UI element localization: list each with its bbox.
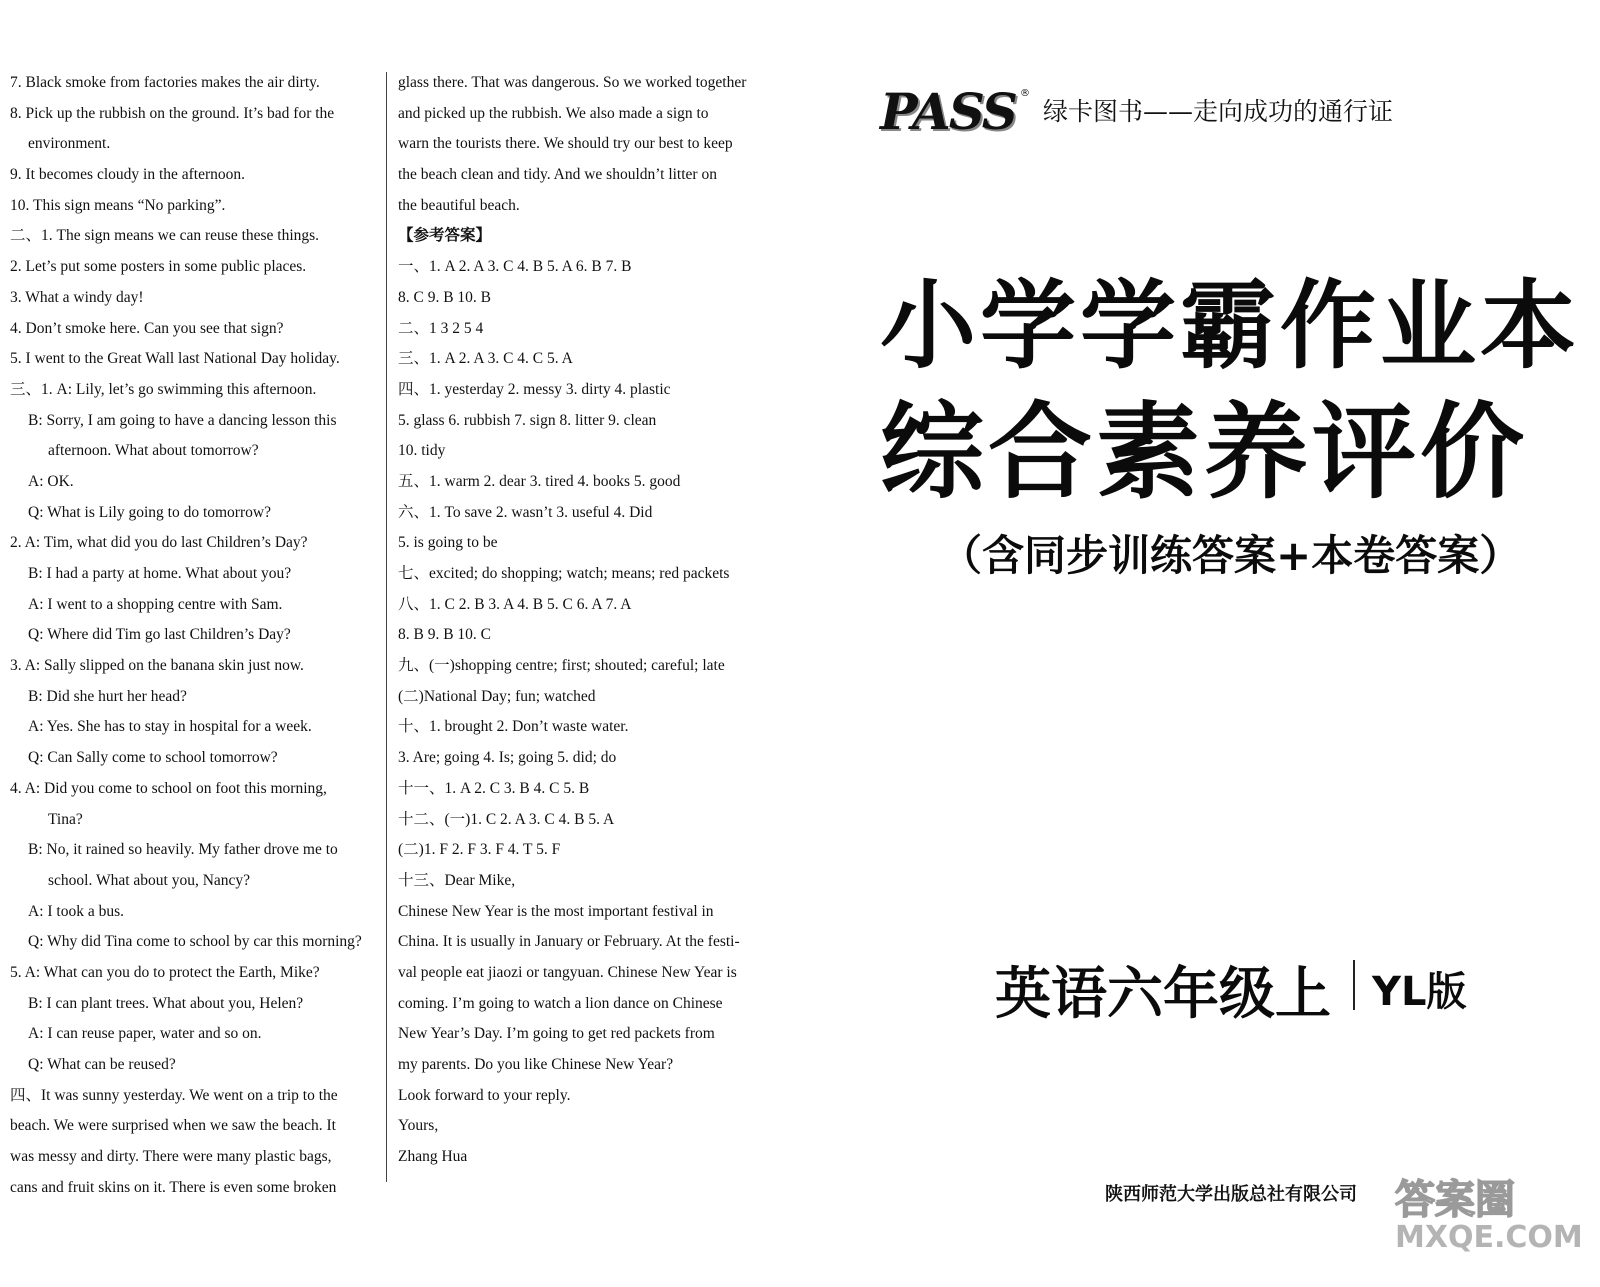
text-line: warn the tourists there. We should try our best to keep [398,135,733,153]
text-line: 3. A: Sally slipped on the banana skin just now. [10,657,304,675]
text-line: 二、1 3 2 5 4 [398,319,484,337]
cover-title-line-2: 综合素养评价 [880,391,1529,513]
text-line: 八、1. C 2. B 3. A 4. B 5. C 6. A 7. A [398,595,632,613]
text-line: B: No, it rained so heavily. My father drove me to [28,841,338,859]
text-line: 四、It was sunny yesterday. We went on a trip to the [10,1086,338,1104]
text-line: beach. We were surprised when we saw the beach. It [10,1117,336,1135]
text-line: B: Did she hurt her head? [28,687,187,705]
reference-answers-heading: 【参考答案】 [398,227,492,245]
text-line: cans and fruit skins on it. There is even some broken [10,1178,337,1196]
grade-label: 英语六年级上 [995,962,1331,1027]
text-line: 7. Black smoke from factories makes the air dirty. [10,74,320,91]
text-line: 8. B 9. B 10. C [398,626,492,644]
grade-divider [1353,960,1355,1010]
text-line: 九、(一)shopping centre; first; shouted; careful; late [398,657,725,675]
text-line: 十二、(一)1. C 2. A 3. C 4. B 5. A [398,810,615,828]
text-line: 五、1. warm 2. dear 3. tired 4. books 5. good [398,472,681,490]
text-line: Zhang Hua [398,1148,468,1166]
text-line: 二、1. The sign means we can reuse these things. [10,227,320,245]
text-line: Chinese New Year is the most important festival in [398,902,714,920]
text-line: 十三、Dear Mike, [398,871,516,889]
text-line: and picked up the rubbish. We also made a sign to [398,104,709,122]
text-line: New Year’s Day. I’m going to get red packets from [398,1025,715,1043]
text-line: 8. Pick up the rubbish on the ground. It’s bad for the [10,104,335,122]
column-divider [386,72,387,1182]
text-line: (二)National Day; fun; watched [398,687,596,705]
text-line: (二)1. F 2. F 3. F 4. T 5. F [398,841,561,859]
text-line: 8. C 9. B 10. B [398,288,492,306]
text-line: 4. A: Did you come to school on foot this morning, [10,779,327,797]
cover-subtitle: （含同步训练答案+本卷答案） [940,531,1522,580]
publisher: 陕西师范大学出版总社有限公司 [1105,1184,1357,1205]
text-line: Tina? [48,810,83,828]
text-line: 六、1. To save 2. wasn’t 3. useful 4. Did [398,503,653,521]
text-line: the beautiful beach. [398,196,520,214]
text-line: A: I went to a shopping centre with Sam. [28,595,283,613]
text-line: Q: Why did Tina come to school by car this morning? [28,933,362,951]
text-line: val people eat jiaozi or tangyuan. Chinese New Year is [398,963,737,981]
text-line: 四、1. yesterday 2. messy 3. dirty 4. plastic [398,380,671,398]
text-line: 9. It becomes cloudy in the afternoon. [10,166,246,184]
text-line: 10. This sign means “No parking”. [10,196,226,214]
registered-mark: ® [1020,88,1030,99]
text-line: B: I can plant trees. What about you, Helen? [28,994,304,1012]
text-line: 2. Let’s put some posters in some public places. [10,258,307,276]
text-line: 一、1. A 2. A 3. C 4. B 5. A 6. B 7. B [398,258,632,276]
text-line: my parents. Do you like Chinese New Year? [398,1056,674,1073]
pass-logo: PASS [880,82,1016,141]
watermark [1395,1168,1583,1260]
watermark-url: MXQE.COM [1395,1220,1583,1255]
answer-column-middle [398,68,766,1173]
text-line: 10. tidy [398,442,446,460]
text-line: 3. What a windy day! [10,288,144,306]
text-line: environment. [28,135,111,153]
text-line: Q: What is Lily going to do tomorrow? [28,503,271,521]
text-line: coming. I’m going to watch a lion dance on Chinese [398,994,723,1012]
text-line: A: I can reuse paper, water and so on. [28,1025,262,1043]
text-line: A: I took a bus. [28,902,125,920]
text-line: 三、1. A 2. A 3. C 4. C 5. A [398,350,573,368]
cover-title-line-1: 小学学霸作业本 [880,270,1580,382]
text-line: afternoon. What about tomorrow? [48,442,259,460]
edition-label: YL版 [1372,969,1467,1015]
text-line: 十、1. brought 2. Don’t waste water. [398,718,629,736]
text-line: A: Yes. She has to stay in hospital for a week. [28,718,312,736]
text-line: Q: Where did Tim go last Children’s Day? [28,626,291,644]
text-line: 七、excited; do shopping; watch; means; red packets [398,565,730,582]
text-line: school. What about you, Nancy? [48,871,251,889]
text-line: 5. glass 6. rubbish 7. sign 8. litter 9. clean [398,411,657,429]
text-line: 十一、1. A 2. C 3. B 4. C 5. B [398,779,590,797]
text-line: 5. A: What can you do to protect the Earth, Mike? [10,963,320,981]
text-line: 三、1. A: Lily, let’s go swimming this afternoon. [10,380,317,398]
text-line: A: OK. [28,472,74,490]
text-line: 5. I went to the Great Wall last National Day holiday. [10,350,340,368]
text-line: 5. is going to be [398,534,498,552]
text-line: Look forward to your reply. [398,1086,571,1104]
text-line: Yours, [398,1117,439,1135]
text-line: Q: What can be reused? [28,1056,176,1073]
slogan: 绿卡图书——走向成功的通行证 [1043,97,1394,126]
text-line: the beach clean and tidy. And we shouldn’t litter on [398,166,717,184]
text-line: B: I had a party at home. What about you? [28,565,292,582]
text-line: 4. Don’t smoke here. Can you see that sign? [10,319,284,337]
text-line: 2. A: Tim, what did you do last Children’s Day? [10,534,308,552]
text-line: was messy and dirty. There were many plastic bags, [10,1148,332,1166]
watermark-logo: 答案圈 [1395,1177,1515,1223]
text-line: China. It is usually in January or February. At the festi- [398,933,740,951]
text-line: 3. Are; going 4. Is; going 5. did; do [398,749,617,767]
text-line: glass there. That was dangerous. So we worked together [398,74,747,91]
answer-column-left [10,68,382,1203]
text-line: B: Sorry, I am going to have a dancing lesson this [28,411,337,429]
text-line: Q: Can Sally come to school tomorrow? [28,749,278,767]
